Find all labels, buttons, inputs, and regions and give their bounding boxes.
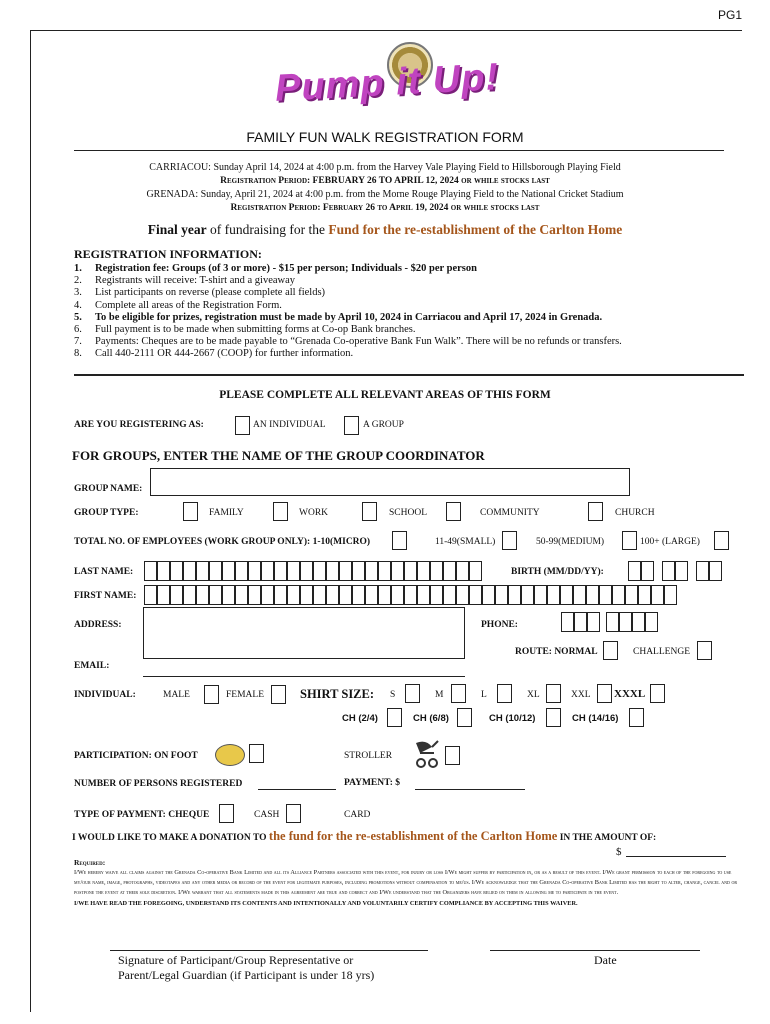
family-label: FAMILY xyxy=(209,508,244,518)
size-m-checkbox[interactable] xyxy=(451,684,466,703)
community-label: COMMUNITY xyxy=(480,508,540,518)
medium-checkbox[interactable] xyxy=(622,531,637,550)
size-ch24-label: CH (2/4) xyxy=(342,713,378,724)
size-ch68-checkbox[interactable] xyxy=(457,708,472,727)
final-year-fund: Fund for the re-establishment of the Carlton Home xyxy=(328,222,623,237)
list-item: 5. To be eligible for prizes, registration must be made by April 10, 2024 in Carriacou and April 17, 2024 in Grenada. xyxy=(74,311,603,323)
community-checkbox[interactable] xyxy=(446,502,461,521)
section-rule xyxy=(74,374,744,376)
group-checkbox[interactable] xyxy=(344,416,359,435)
email-label: EMAIL: xyxy=(74,661,110,671)
last-name-cells[interactable] xyxy=(144,561,482,581)
individual-checkbox[interactable] xyxy=(235,416,250,435)
type-payment-label: TYPE OF PAYMENT: CHEQUE xyxy=(74,810,210,820)
group-type-label: GROUP TYPE: xyxy=(74,508,139,518)
num-persons-input[interactable] xyxy=(258,789,336,790)
list-item: 7. Payments: Cheques are to be made payable to “Grenada Co-operative Bank Fun Walk”. There will be no refunds or transfers. xyxy=(74,336,622,348)
grenada-period: Registration Period: February 26 to April 19, 2024 or while stocks last xyxy=(230,203,540,213)
size-ch1012-checkbox[interactable] xyxy=(546,708,561,727)
church-checkbox[interactable] xyxy=(588,502,603,521)
size-s-label: S xyxy=(390,690,396,700)
address-label: ADDRESS: xyxy=(74,620,122,630)
waiver-required: Required: xyxy=(74,858,106,867)
cash-label: CASH xyxy=(254,810,280,820)
waiver-body: I/We hereby waive all claims against the Grenada Co-operative Bank Limited and all its Alliance Partners associated with this event, for injury or loss I/We might suffer by participation in, or as a result of this event. I/We grant permission to each of the foregoing to use my/our name, image, photographs, videotapes and any other media or record of the event for legitimate purposes, including promotions without compensation to me/us. I/We acknowledge that the Grenada Co-operative Bank Limited has the right to alter, change, cancel and or postpone the event at their sole discretion. I/We warrant that all statements made in this agreement are true and correct and I/We understand that the Organizers have relied on them in allowing me to participate in the event. xyxy=(74,869,738,896)
small-label: 11-49(SMALL) xyxy=(435,537,496,547)
group-option-label: A GROUP xyxy=(363,420,404,430)
size-xxxl-checkbox[interactable] xyxy=(650,684,665,703)
cheque-checkbox[interactable] xyxy=(219,804,234,823)
date-caption: Date xyxy=(594,953,617,967)
donation-dollar: $ xyxy=(616,846,622,858)
participation-label: PARTICIPATION: ON FOOT xyxy=(74,751,198,761)
final-year-bold: Final year xyxy=(147,222,207,237)
challenge-checkbox[interactable] xyxy=(697,641,712,660)
waiver-text xyxy=(74,858,742,909)
individual-option-label: AN INDIVIDUAL xyxy=(253,420,326,430)
family-checkbox[interactable] xyxy=(183,502,198,521)
list-item: 3. List participants on reverse (please complete all fields) xyxy=(74,287,326,299)
size-ch1012-label: CH (10/12) xyxy=(489,713,536,724)
large-label: 100+ (LARGE) xyxy=(640,537,700,547)
birth-label: BIRTH (MM/DD/YY): xyxy=(511,567,604,577)
female-checkbox[interactable] xyxy=(271,685,286,704)
reg-info-heading: REGISTRATION INFORMATION: xyxy=(74,247,262,261)
walker-icon xyxy=(215,744,245,766)
size-m-label: M xyxy=(435,690,444,700)
date-line[interactable] xyxy=(490,950,700,951)
birth-cells[interactable] xyxy=(628,561,722,581)
reg-info-list xyxy=(74,263,622,361)
male-label: MALE xyxy=(163,690,190,700)
email-input[interactable] xyxy=(143,676,465,677)
address-input[interactable] xyxy=(143,607,465,659)
employees-label: TOTAL NO. OF EMPLOYEES (WORK GROUP ONLY): 1-10(MICRO) xyxy=(74,537,371,547)
size-ch1416-checkbox[interactable] xyxy=(629,708,644,727)
donation-line xyxy=(72,829,656,844)
pump-it-up-logo: Pump it Up! xyxy=(274,56,501,110)
stroller-label: STROLLER xyxy=(344,751,393,761)
list-item: 6. Full payment is to be made when submitting forms at Co-op Bank branches. xyxy=(74,324,416,336)
school-checkbox[interactable] xyxy=(362,502,377,521)
title-rule xyxy=(74,150,724,151)
list-item: 4. Complete all areas of the Registration Form. xyxy=(74,299,282,311)
size-xxxl-label: XXXL xyxy=(614,688,646,700)
normal-route-checkbox[interactable] xyxy=(603,641,618,660)
size-l-label: L xyxy=(481,690,487,700)
size-xl-label: XL xyxy=(527,690,540,700)
donation-pre: I WOULD LIKE TO MAKE A DONATION TO xyxy=(72,833,269,843)
size-l-checkbox[interactable] xyxy=(497,684,512,703)
phone-cells[interactable] xyxy=(561,612,658,632)
signature-caption-2: Parent/Legal Guardian (if Participant is under 18 yrs) xyxy=(118,968,375,982)
medium-label: 50-99(MEDIUM) xyxy=(536,537,605,547)
final-year-mid: of fundraising for the xyxy=(206,222,329,237)
challenge-label: CHALLENGE xyxy=(633,647,690,657)
list-item: 8. Call 440-2111 OR 444-2667 (COOP) for further information. xyxy=(74,348,354,360)
first-name-label: FIRST NAME: xyxy=(74,591,137,601)
list-item: 1. Registration fee: Groups (of 3 or more) - $15 per person; Individuals - $20 per person xyxy=(74,263,477,274)
waiver-closing: I/WE HAVE READ THE FOREGOING, UNDERSTAND ITS CONTENTS AND INTENTIONALLY AND VOLUNTARILY CERTIFY COMPLIANCE BY ACCEPTING THIS WAIVER. xyxy=(74,900,578,907)
school-label: SCHOOL xyxy=(389,508,428,518)
stroller-icon xyxy=(412,737,440,769)
groups-heading: FOR GROUPS, ENTER THE NAME OF THE GROUP COORDINATOR xyxy=(72,448,485,463)
group-name-input[interactable] xyxy=(150,468,630,496)
individual-label: INDIVIDUAL: xyxy=(74,690,136,700)
payment-label: PAYMENT: $ xyxy=(344,778,401,788)
route-label: ROUTE: NORMAL xyxy=(515,647,598,657)
form-title: FAMILY FUN WALK REGISTRATION FORM xyxy=(246,129,524,145)
small-checkbox[interactable] xyxy=(502,531,517,550)
carriacou-line: CARRIACOU: Sunday April 14, 2024 at 4:00 p.m. from the Harvey Vale Playing Field to Hillsborough Playing Field xyxy=(149,162,621,173)
group-name-label: GROUP NAME: xyxy=(74,484,143,494)
donation-post: IN THE AMOUNT OF: xyxy=(557,833,657,843)
on-foot-checkbox[interactable] xyxy=(249,744,264,763)
size-xl-checkbox[interactable] xyxy=(546,684,561,703)
donation-fund: the fund for the re-establishment of the Carlton Home xyxy=(268,829,558,843)
size-ch1416-label: CH (14/16) xyxy=(572,713,619,724)
donation-amount-input[interactable] xyxy=(626,856,726,857)
signature-caption-1: Signature of Participant/Group Representative or xyxy=(118,953,354,967)
large-checkbox[interactable] xyxy=(714,531,729,550)
shirt-size-label: SHIRT SIZE: xyxy=(300,687,375,701)
phone-label: PHONE: xyxy=(481,620,518,630)
micro-checkbox[interactable] xyxy=(392,531,407,550)
grenada-line: GRENADA: Sunday, April 21, 2024 at 4:00 p.m. from the Morne Rouge Playing Field to the National Cricket Stadium xyxy=(146,189,624,200)
list-item: 2. Registrants will receive: T-shirt and a giveaway xyxy=(74,275,296,287)
registering-as-label: ARE YOU REGISTERING AS: xyxy=(74,420,204,430)
payment-input[interactable] xyxy=(415,789,525,790)
signature-line[interactable] xyxy=(110,950,428,951)
size-xxl-checkbox[interactable] xyxy=(597,684,612,703)
last-name-label: LAST NAME: xyxy=(74,567,134,577)
first-name-cells[interactable] xyxy=(144,585,677,605)
complete-heading: PLEASE COMPLETE ALL RELEVANT AREAS OF THIS FORM xyxy=(219,389,551,401)
male-checkbox[interactable] xyxy=(204,685,219,704)
cash-checkbox[interactable] xyxy=(286,804,301,823)
church-label: CHURCH xyxy=(615,508,655,518)
size-ch68-label: CH (6/8) xyxy=(413,713,449,724)
size-xxl-label: XXL xyxy=(571,690,591,700)
work-checkbox[interactable] xyxy=(273,502,288,521)
work-label: WORK xyxy=(299,508,329,518)
female-label: FEMALE xyxy=(226,690,264,700)
size-s-checkbox[interactable] xyxy=(405,684,420,703)
card-label: CARD xyxy=(344,810,371,820)
carriacou-period: Registration Period: FEBRUARY 26 TO APRIL 12, 2024 or while stocks last xyxy=(220,176,550,186)
num-persons-label: NUMBER OF PERSONS REGISTERED xyxy=(74,779,243,789)
page-label: PG1 xyxy=(717,8,742,22)
final-year-line xyxy=(0,222,770,238)
size-ch24-checkbox[interactable] xyxy=(387,708,402,727)
stroller-checkbox[interactable] xyxy=(445,746,460,765)
